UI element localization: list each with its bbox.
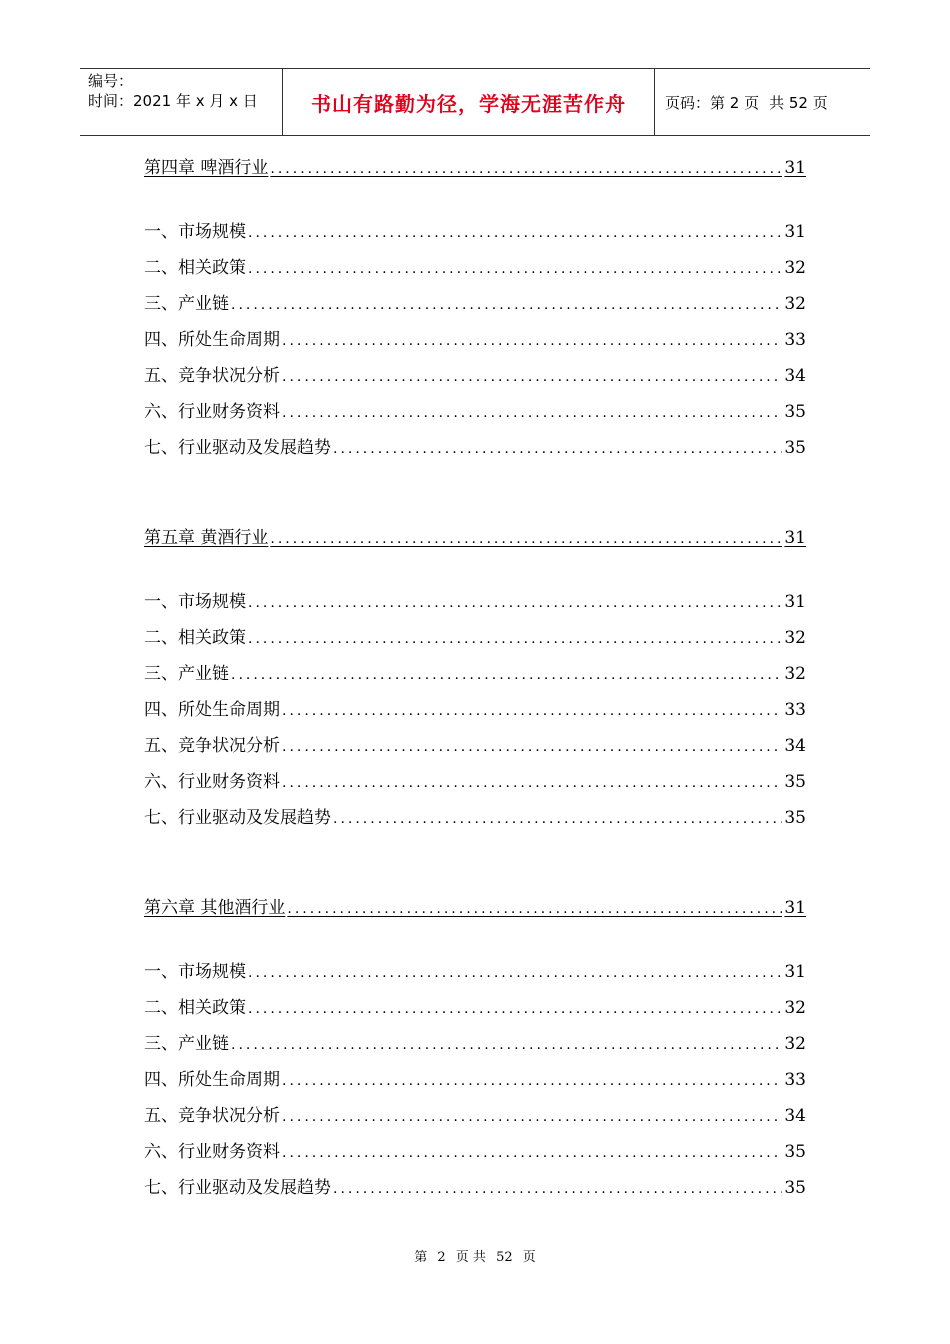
- toc-entry-number: 一、: [144, 962, 178, 982]
- chapter-heading[interactable]: [144, 150, 806, 186]
- toc-entry[interactable]: [144, 620, 806, 656]
- leader-dots: [248, 991, 782, 1027]
- toc-entry-number: 四、: [144, 330, 178, 350]
- header-page-label: 页码：第 2 页: [665, 93, 760, 112]
- leader-dots: [231, 287, 782, 323]
- leader-dots: [333, 801, 782, 837]
- leader-dots: [282, 693, 782, 729]
- leader-dots: [282, 323, 782, 359]
- toc-entry-page: 32: [784, 294, 806, 314]
- toc-entry-page: 31: [784, 222, 806, 242]
- toc-entry-number: 七、: [144, 1178, 178, 1198]
- toc-entry-number: 二、: [144, 628, 178, 648]
- toc-entry[interactable]: [144, 286, 806, 322]
- leader-dots: [287, 891, 782, 927]
- toc-entry-title: 市场规模: [178, 222, 246, 242]
- toc-entry-number: 二、: [144, 998, 178, 1018]
- toc-entry-title: 产业链: [178, 294, 229, 314]
- toc-entry[interactable]: [144, 322, 806, 358]
- chapter-page: 31: [784, 898, 806, 918]
- toc-entry-number: 五、: [144, 366, 178, 386]
- toc-entry-page: 32: [784, 998, 806, 1018]
- leader-dots: [333, 431, 782, 467]
- footer-page: 2: [437, 1250, 446, 1265]
- toc-entry-title: 所处生命周期: [178, 1070, 280, 1090]
- leader-dots: [282, 1135, 782, 1171]
- toc-entry-title: 行业驱动及发展趋势: [178, 808, 331, 828]
- toc-entry-number: 三、: [144, 294, 178, 314]
- leader-dots: [270, 521, 782, 557]
- chapter-items: [144, 584, 806, 836]
- toc-entry-page: 32: [784, 258, 806, 278]
- footer-suffix: 页: [522, 1250, 536, 1265]
- toc-entry[interactable]: [144, 764, 806, 800]
- toc-entry-number: 五、: [144, 736, 178, 756]
- toc-entry-number: 一、: [144, 222, 178, 242]
- toc-entry[interactable]: [144, 1170, 806, 1206]
- toc-entry[interactable]: [144, 394, 806, 430]
- toc-entry-page: 35: [784, 772, 806, 792]
- toc-entry-page: 33: [784, 1070, 806, 1090]
- leader-dots: [231, 1027, 782, 1063]
- toc-entry-title: 竞争状况分析: [178, 366, 280, 386]
- footer-middle: 页 共: [455, 1250, 486, 1265]
- leader-dots: [231, 657, 782, 693]
- chapter-block: [144, 150, 806, 466]
- header-total-label: 共 52 页: [769, 93, 828, 112]
- toc-entry-title: 相关政策: [178, 998, 246, 1018]
- toc-entry-title: 行业财务资料: [178, 1142, 280, 1162]
- toc-entry-page: 33: [784, 700, 806, 720]
- toc-entry-title: 竞争状况分析: [178, 1106, 280, 1126]
- toc-entry[interactable]: [144, 430, 806, 466]
- toc-entry-page: 34: [784, 736, 806, 756]
- toc-entry-number: 六、: [144, 1142, 178, 1162]
- toc-entry[interactable]: [144, 656, 806, 692]
- toc-entry-number: 三、: [144, 1034, 178, 1054]
- leader-dots: [248, 621, 782, 657]
- toc-entry-title: 竞争状况分析: [178, 736, 280, 756]
- toc-entry-page: 32: [784, 1034, 806, 1054]
- chapter-items: [144, 954, 806, 1206]
- chapter-heading[interactable]: [144, 520, 806, 556]
- toc-entry[interactable]: [144, 728, 806, 764]
- toc-entry-page: 35: [784, 438, 806, 458]
- toc-entry-page: 35: [784, 808, 806, 828]
- toc-entry[interactable]: [144, 250, 806, 286]
- toc-entry-title: 行业财务资料: [178, 772, 280, 792]
- leader-dots: [282, 729, 782, 765]
- toc-entry-page: 31: [784, 962, 806, 982]
- leader-dots: [248, 585, 782, 621]
- toc-entry-number: 二、: [144, 258, 178, 278]
- table-of-contents: [144, 150, 806, 1206]
- toc-entry[interactable]: [144, 1098, 806, 1134]
- chapter-block: [144, 520, 806, 836]
- chapter-page: 31: [784, 528, 806, 548]
- chapter-title: 第五章 黄酒行业: [144, 528, 269, 548]
- toc-entry[interactable]: [144, 358, 806, 394]
- leader-dots: [282, 395, 782, 431]
- toc-entry-title: 相关政策: [178, 258, 246, 278]
- leader-dots: [282, 765, 782, 801]
- toc-entry-number: 七、: [144, 808, 178, 828]
- leader-dots: [248, 215, 782, 251]
- footer-total: 52: [496, 1250, 513, 1265]
- toc-entry[interactable]: [144, 692, 806, 728]
- chapter-items: [144, 214, 806, 466]
- toc-entry-number: 四、: [144, 1070, 178, 1090]
- toc-entry-title: 行业驱动及发展趋势: [178, 1178, 331, 1198]
- chapter-title: 第四章 啤酒行业: [144, 158, 269, 178]
- toc-entry-title: 所处生命周期: [178, 330, 280, 350]
- toc-entry[interactable]: [144, 990, 806, 1026]
- toc-entry-title: 所处生命周期: [178, 700, 280, 720]
- toc-entry-title: 行业财务资料: [178, 402, 280, 422]
- toc-entry-title: 市场规模: [178, 592, 246, 612]
- toc-entry-page: 32: [784, 664, 806, 684]
- chapter-title: 第六章 其他酒行业: [144, 898, 286, 918]
- toc-entry[interactable]: [144, 214, 806, 250]
- toc-entry-title: 产业链: [178, 664, 229, 684]
- toc-entry-number: 四、: [144, 700, 178, 720]
- toc-entry-number: 六、: [144, 772, 178, 792]
- leader-dots: [282, 1063, 782, 1099]
- code-label: 编号：: [88, 72, 134, 90]
- toc-entry-number: 五、: [144, 1106, 178, 1126]
- header-page-info: [665, 69, 828, 135]
- toc-entry-title: 市场规模: [178, 962, 246, 982]
- leader-dots: [282, 1099, 782, 1135]
- toc-entry-number: 一、: [144, 592, 178, 612]
- toc-entry-page: 35: [784, 1178, 806, 1198]
- toc-entry-page: 33: [784, 330, 806, 350]
- header-meta: [88, 71, 283, 111]
- toc-entry-page: 34: [784, 366, 806, 386]
- time-label: 时间：2021 年 x 月 x 日: [88, 92, 258, 110]
- footer-prefix: 第: [414, 1250, 428, 1265]
- toc-entry-title: 相关政策: [178, 628, 246, 648]
- toc-entry-title: 产业链: [178, 1034, 229, 1054]
- toc-entry[interactable]: [144, 1134, 806, 1170]
- toc-entry-number: 七、: [144, 438, 178, 458]
- leader-dots: [282, 359, 782, 395]
- toc-entry[interactable]: [144, 800, 806, 836]
- chapter-page: 31: [784, 158, 806, 178]
- toc-entry-page: 35: [784, 1142, 806, 1162]
- toc-entry-title: 行业驱动及发展趋势: [178, 438, 331, 458]
- header-divider: [654, 69, 655, 135]
- page-footer: [0, 1246, 950, 1265]
- toc-entry[interactable]: [144, 584, 806, 620]
- toc-entry[interactable]: [144, 1026, 806, 1062]
- toc-entry-page: 31: [784, 592, 806, 612]
- toc-entry-page: 35: [784, 402, 806, 422]
- toc-entry[interactable]: [144, 1062, 806, 1098]
- leader-dots: [270, 151, 782, 187]
- toc-entry-page: 34: [784, 1106, 806, 1126]
- leader-dots: [248, 251, 782, 287]
- header-motto: 书山有路勤为径，学海无涯苦作舟: [311, 91, 626, 116]
- page-header: [80, 68, 870, 136]
- toc-entry[interactable]: [144, 954, 806, 990]
- leader-dots: [333, 1171, 782, 1207]
- leader-dots: [248, 955, 782, 991]
- chapter-block: [144, 890, 806, 1206]
- chapter-heading[interactable]: [144, 890, 806, 926]
- toc-entry-number: 六、: [144, 402, 178, 422]
- toc-entry-number: 三、: [144, 664, 178, 684]
- toc-entry-page: 32: [784, 628, 806, 648]
